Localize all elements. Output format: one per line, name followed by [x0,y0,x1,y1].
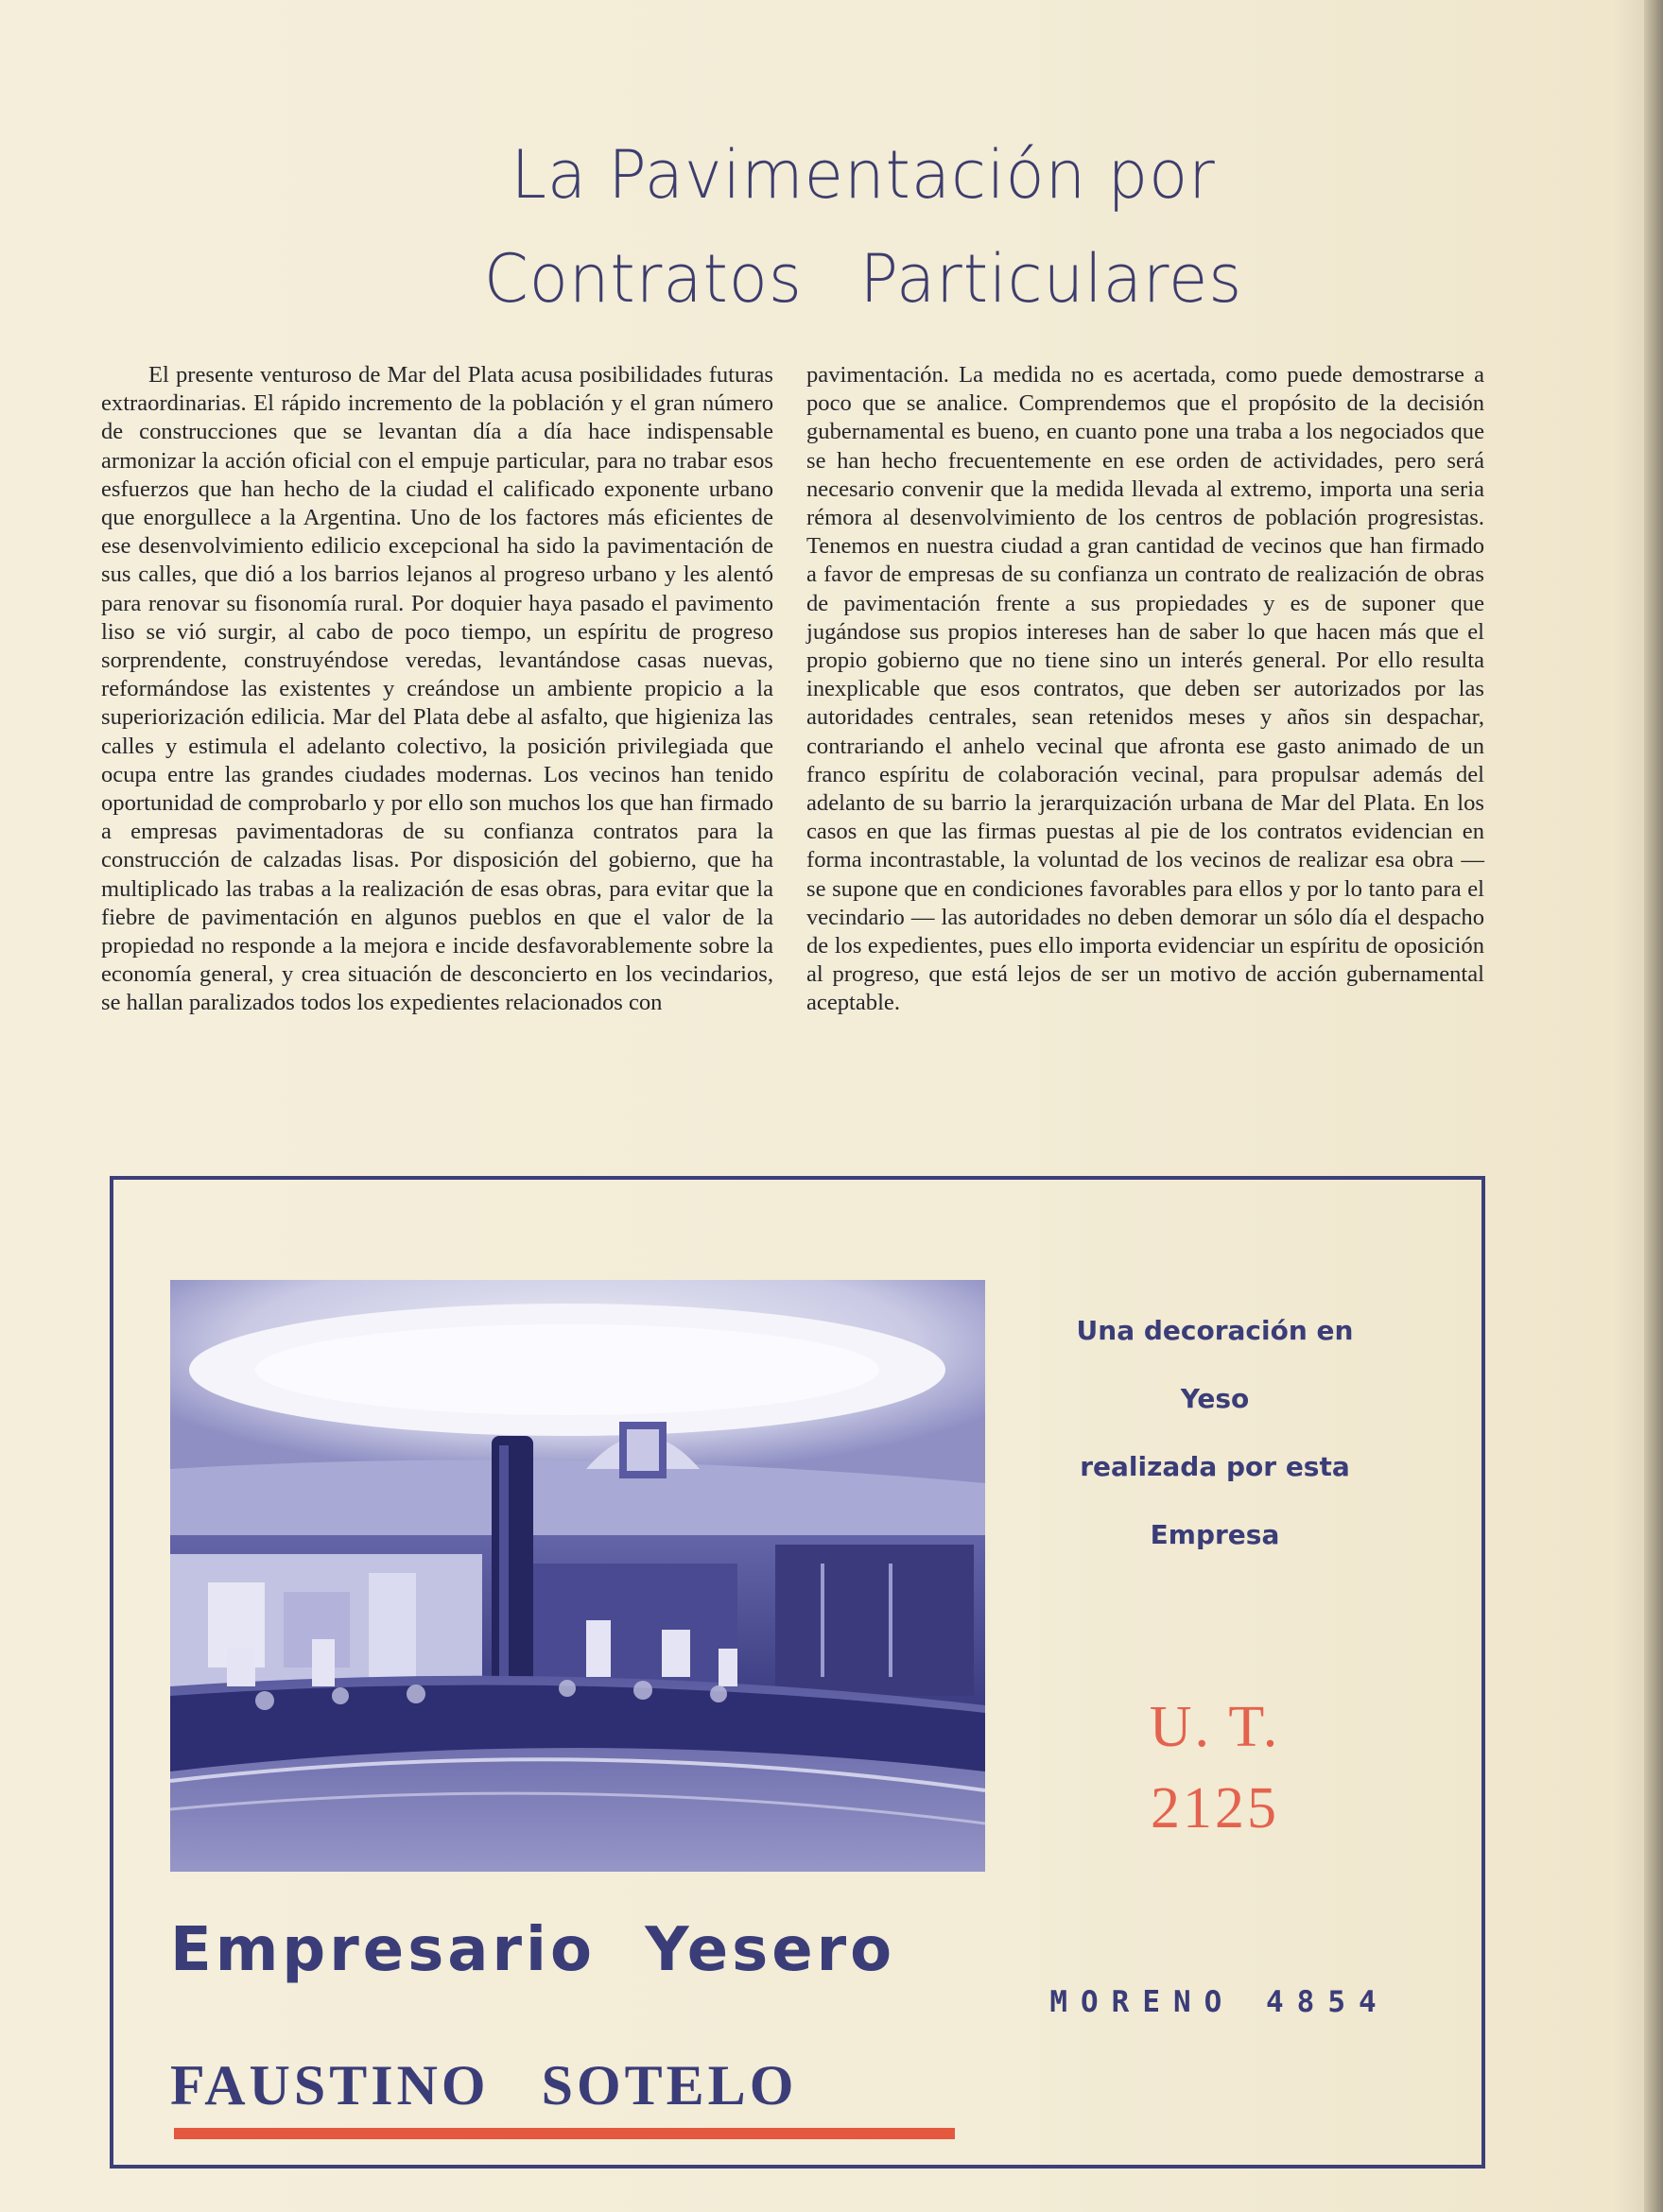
ad-caption-line-3: Empresa [1150,1519,1280,1550]
article-column-right [806,361,1484,1127]
title-line-2: Contratos Particulares [483,240,1243,318]
article-paragraph-right: pavimentación. La medida no es acertada, como puede demostrarse a poco que se analice. Comprendemos que el propósito de la decisión gubernamental es bueno, en cuanto pone una traba a los negociados que se han hecho frecuentemente en ese orden de actividades, pero será necesario convenir que la medida llevada al extremo, importa una seria rémora al desenvolvimiento de los centros de población progresistas. Tenemos en nuestra ciudad a gran cantidad de vecinos que han firmado a favor de empresas de su confianza un contrato de realización de obras de pavimentación frente a sus propiedades y es de suponer que jugándose sus propios intereses han de saber lo que hacen más que el propio gobierno que no tiene sino un interés general. Por ello resulta inexplicable que esos contratos, que deben ser autorizados por las autoridades centrales, sean retenidos meses y años sin despachar, contrariando el anhelo vecinal que afronta ese gasto animado de un franco espíritu de colaboración vecinal, para propulsar además del adelanto de su barrio la jerarquización urbana de Mar del Plata. En los casos en que las firmas puestas al pie de los contratos evidencian en forma incontrastable, la voluntad de los vecinos de realizar esa obra — se supone que en condiciones favorables para ellos y por lo tanto para el vecindario — las autoridades no deben demorar un sólo día el despacho de los expedientes, pues ello importa evidenciar un espíritu de oposición al progreso, que está lejos de ser un motivo de acción gubernamental aceptable. [806,362,1484,1016]
ad-phone [1059,1686,1371,1849]
article-column-left [101,361,773,1127]
ad-firm-title: Empresario Yesero [170,1915,896,1985]
advertisement-box [110,1176,1485,2169]
page-binding-edge [1644,0,1663,2212]
ad-caption-line-2: realizada por esta [1080,1451,1350,1482]
ad-phone-number: 2125 [1151,1776,1279,1840]
ad-address: MORENO 4854 [1049,1985,1390,2019]
ad-caption [1059,1297,1371,1569]
title-line-1: La Pavimentación por [511,136,1216,214]
ad-caption-line-1: Una decoración en Yeso [1076,1315,1354,1414]
article-paragraph-left: El presente venturoso de Mar del Plata acusa posibilidades futuras extraordinarias. El rápido incremento de la población y el gran número de construcciones que se levantan día a día hace indispensable armonizar la acción oficial con el empuje particular, para no trabar esos esfuerzos que han hecho de la ciudad el calificado exponente urbano que enorgullece a la Argentina. Uno de los factores más eficientes de ese desenvolvimiento edilicio excepcional ha sido la pavimentación de sus calles, que dió a los barrios lejanos al progreso urbano y les alentó para renovar su fisonomía rural. Por doquier haya pasado el pavimento liso se vió surgir, al cabo de poco tiempo, un espíritu de progreso sorprendente, construyéndose veredas, levantándose casas nuevas, reformándose las existentes y creándose un ambiente propicio a la superiorización edilicia. Mar del Plata debe al asfalto, que higieniza las calles y estimula el adelanto colectivo, la posición privilegiada que ocupa entre las grandes ciudades modernas. Los vecinos han tenido oportunidad de comprobarlo y por ello son muchos los que han firmado a empresas pavimentadoras de su confianza contratos para la construcción de calzadas lisas. Por disposición del gobierno, que ha multiplicado las trabas a la realización de esas obras, para evitar que la fiebre de pavimentación en algunos pueblos en que el valor de la propiedad no responde a la mejora e incide desfavorablemente sobre la economía general, y crea situación de desconcierto en los vecindarios, se hallan paralizados todos los expedientes relacionados con [101,362,773,1016]
ad-name-underline [174,2128,955,2139]
article-title [33,123,1630,331]
plaster-decoration-photo [170,1280,985,1872]
ad-owner-name: FAUSTINO SOTELO [170,2054,798,2117]
ad-phone-prefix: U. T. [1149,1695,1281,1759]
